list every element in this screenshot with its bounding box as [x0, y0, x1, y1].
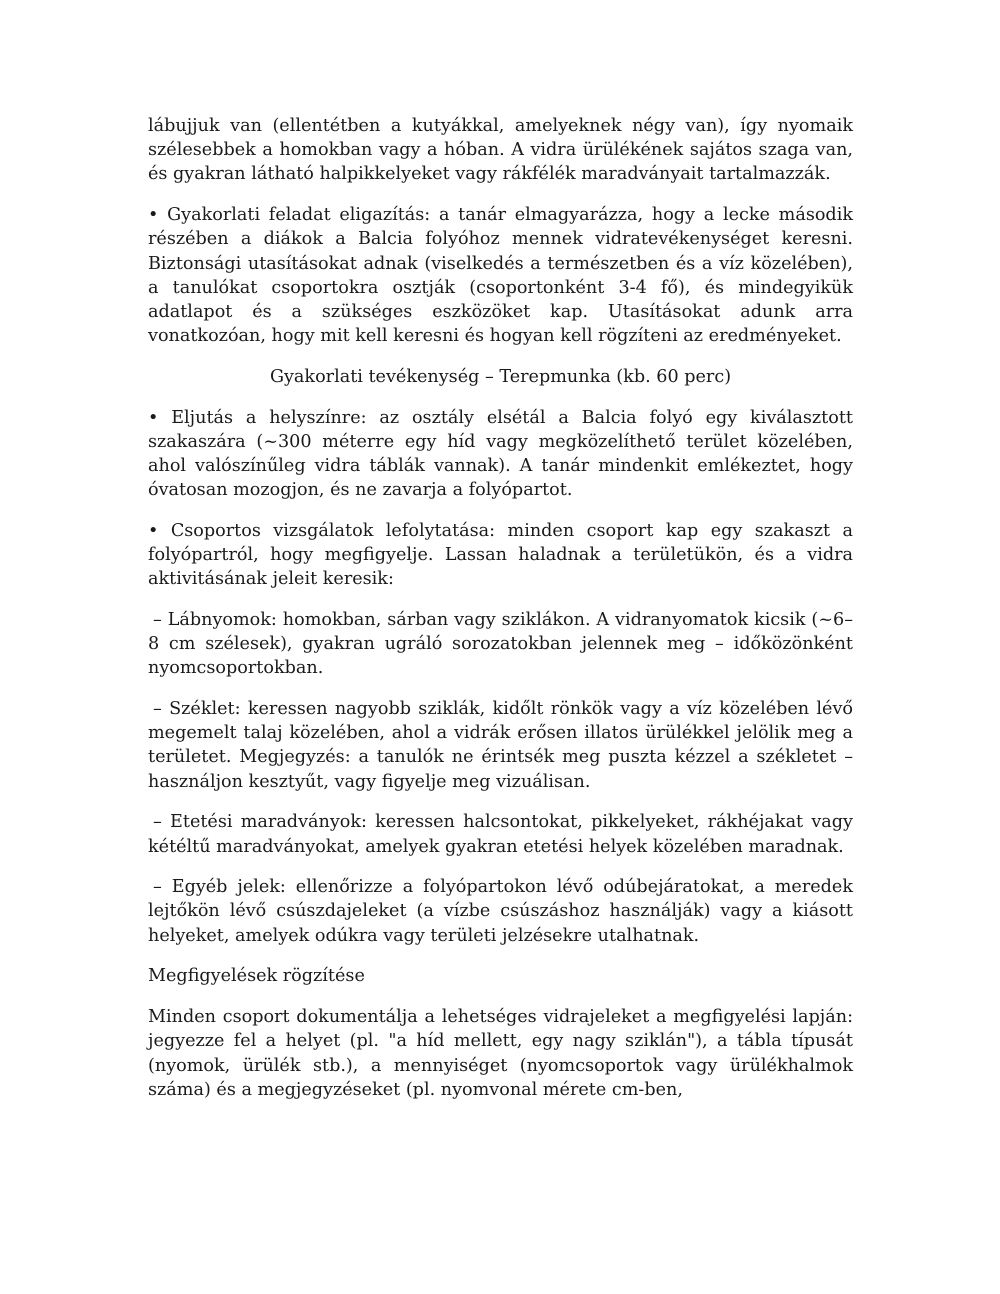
- section-heading-fieldwork: Gyakorlati tevékenység – Terepmunka (kb. 60 perc): [269, 366, 732, 387]
- paragraph-otter-tracks-intro: lábujjuk van (ellentétben a kutyákkal, amelyeknek négy van), így nyomaik szélesebbek a homokban vagy a hóban. A vidra ürülékének sajátos szaga van, és gyakran látható halpikkelyeket vagy rákfélék maradványait tartalmazzák.: [148, 116, 853, 185]
- paragraph-task-briefing: • Gyakorlati feladat eligazítás: a tanár elmagyarázza, hogy a lecke második részében a diákok a Balcia folyóhoz mennek vidratevékenységet keresni. Biztonsági utasításokat adnak (viselkedés a természetben és a víz közelében), a tanulókat csoportokra osztják (csoportonként 3-4 fő), és mindegyikük adatlapot és a szükséges eszközöket kap. Utasításokat adunk arra vonatkozóan, hogy mit kell keresni és hogyan kell rögzíteni az eredményeket.: [148, 205, 853, 347]
- paragraph-group-investigations: • Csoportos vizsgálatok lefolytatása: minden csoport kap egy szakaszt a folyópartról, hogy megfigyelje. Lassan haladnak a területükön, és a vidra aktivitásának jeleit keresik:: [148, 520, 853, 590]
- paragraph-recording-observations: Minden csoport dokumentálja a lehetséges vidrajeleket a megfigyelési lapján: jegyezze fel a helyet (pl. "a híd mellett, egy nagy sziklán"), a tábla típusát (nyomok, ürülék stb.), a mennyiséget (nyomcsoportok vagy ürülékhalmok száma) és a megjegyzéseket (pl. nyomvonal mérete cm-ben,: [148, 1007, 853, 1100]
- section-heading-recording: Megfigyelések rögzítése: [148, 966, 365, 987]
- list-item-feces: – Széklet: keressen nagyobb sziklák, kidőlt rönkök vagy a víz közelében lévő megemelt talaj közelében, ahol a vidrák erősen illatos ürülékkel jelölik meg a területet. Megjegyzés: a tanulók ne érintsék meg puszta kézzel a székletet – használjon kesztyűt, vagy figyelje meg vizuálisan.: [148, 699, 853, 792]
- list-item-footprints: – Lábnyomok: homokban, sárban vagy sziklákon. A vidranyomatok kicsik (~6–8 cm szélesek), gyakran ugráló sorozatokban jelennek meg – időközönként nyomcsoportokban.: [148, 609, 853, 679]
- list-item-feeding-remains: – Etetési maradványok: keressen halcsontokat, pikkelyeket, rákhéjakat vagy kétéltű maradványokat, amelyek gyakran etetési helyek közelében maradnak.: [148, 812, 853, 857]
- paragraph-getting-to-site: • Eljutás a helyszínre: az osztály elsétál a Balcia folyó egy kiválasztott szakaszára (~300 méterre egy híd vagy megközelíthető terület közelében, ahol valószínűleg vidra táblák vannak). A tanár mindenkit emlékeztet, hogy óvatosan mozogjon, és ne zavarja a folyópartot.: [148, 407, 853, 501]
- document-page: [148, 114, 853, 1118]
- list-item-other-signs: – Egyéb jelek: ellenőrizze a folyópartokon lévő odúbejáratokat, a meredek lejtőkön lévő csúszdajeleket (a vízbe csúszáshoz használják) vagy a kiásott helyeket, amelyek odúkra vagy területi jelzésekre utalhatnak.: [148, 877, 853, 946]
